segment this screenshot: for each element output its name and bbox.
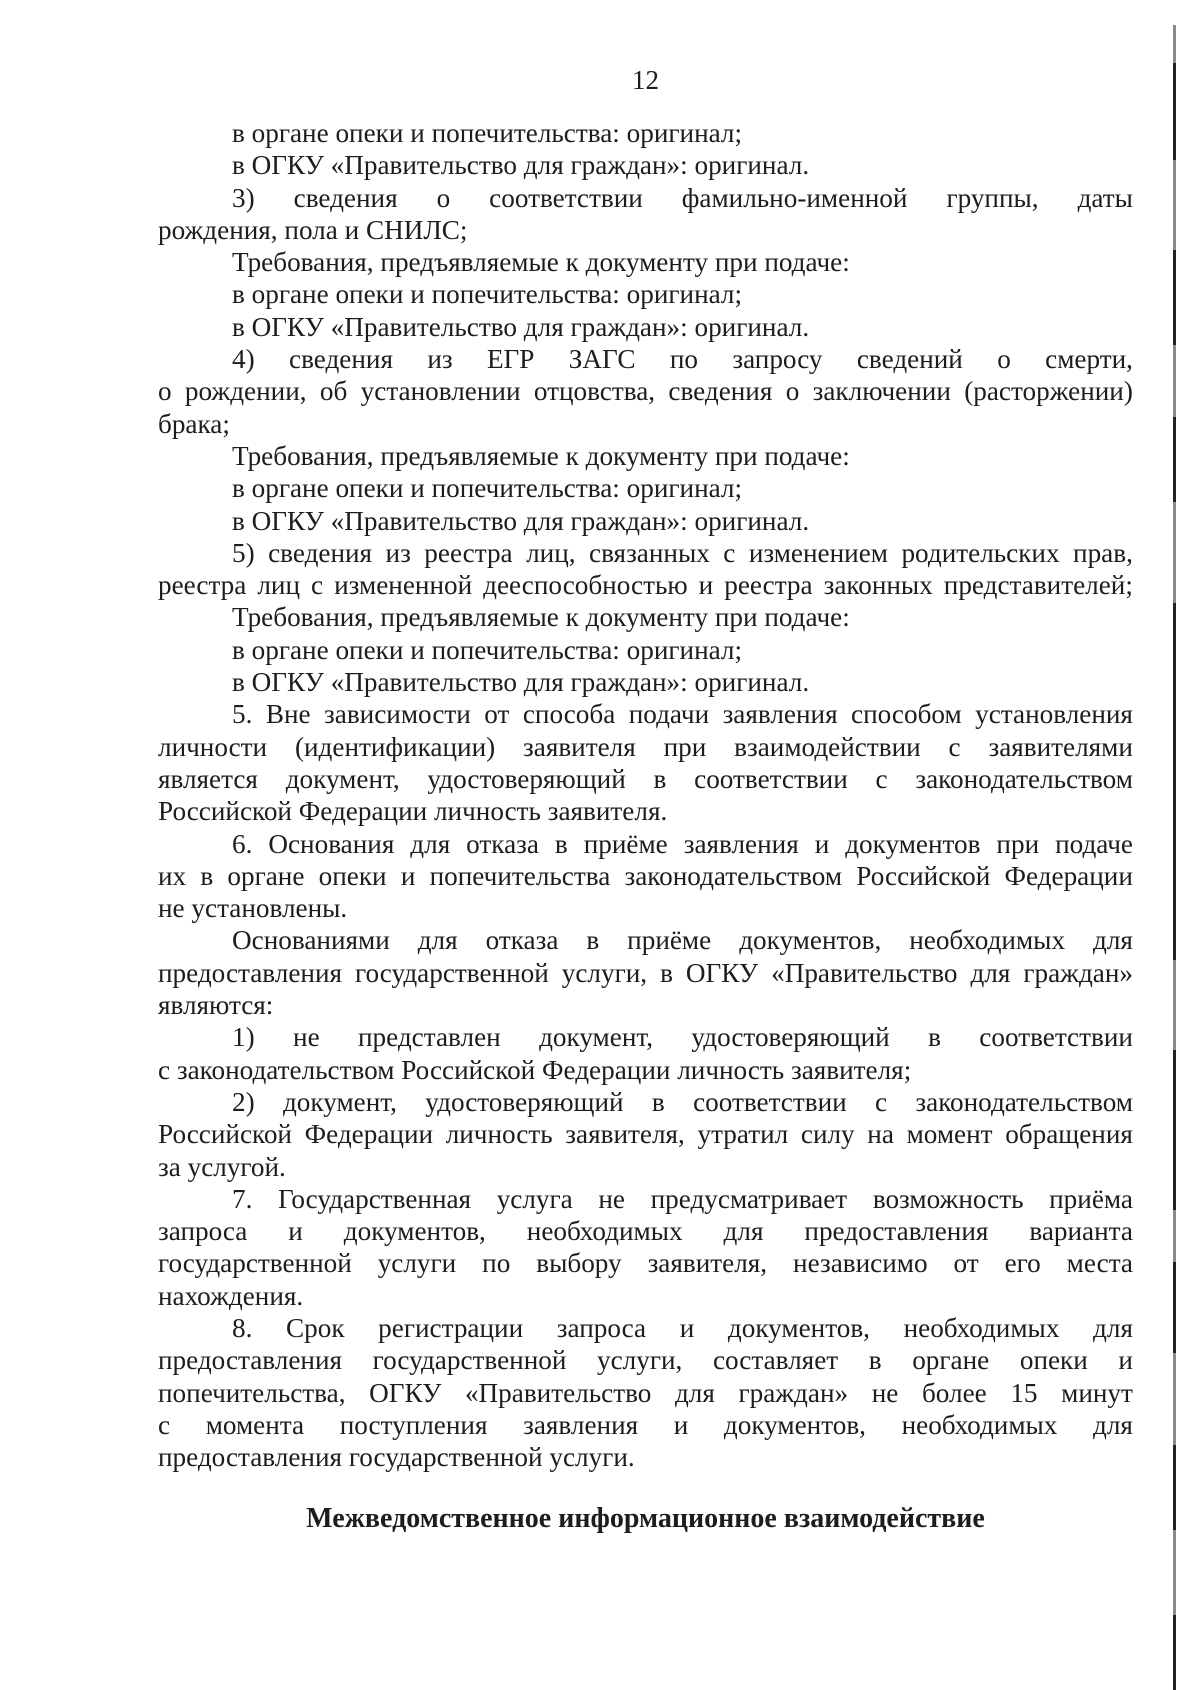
scan-artifact-segment [1173,417,1176,502]
scan-artifact-segment [1173,1615,1176,1690]
text-line: не установлены. [158,893,348,924]
text-line: предоставления государственной услуги. [158,1442,635,1473]
text-line: реестра лиц с измененной дееспособностью и реестра законных представителей; [158,570,1133,601]
text-line: 2) документ, удостоверяющий в соответствии с законодательством [232,1086,1133,1117]
text-line: в ОГКУ «Правительство для граждан»: оригинал. [232,311,810,342]
scan-artifact-segment [1173,345,1176,417]
text-line: предоставления государственной услуги, составляет в органе опеки и [158,1345,1133,1376]
scan-artifact-segment [1173,25,1176,63]
scan-artifact-segment [1173,1262,1176,1353]
text-line: 3) сведения о соответствии фамильно-именной группы, даты [232,182,1133,213]
scan-artifact-segment [1173,63,1176,160]
text-line: 8. Срок регистрации запроса и документов, необходимых для [232,1312,1133,1343]
text-line: в ОГКУ «Правительство для граждан»: оригинал. [232,667,810,698]
text-line: рождения, пола и СНИЛС; [158,214,468,245]
text-line: в органе опеки и попечительства: оригинал; [232,473,743,504]
text-line: в органе опеки и попечительства: оригинал; [232,279,743,310]
text-line: государственной услуги по выбору заявителя, независимо от его места [158,1248,1133,1279]
text-line: 6. Основания для отказа в приёме заявления и документов при подаче [232,828,1133,859]
section-heading: Межведомственное информационное взаимодействие [306,1503,985,1534]
scan-artifact-segment [1173,1445,1176,1530]
text-line: предоставления государственной услуги, в ОГКУ «Правительство для граждан» [158,957,1133,988]
text-line: в органе опеки и попечительства: оригинал; [232,118,743,148]
text-line: в органе опеки и попечительства: оригинал; [232,634,743,665]
text-line: личности (идентификации) заявителя при взаимодействии с заявителями [158,731,1133,762]
text-line: в ОГКУ «Правительство для граждан»: оригинал. [232,150,810,181]
text-line: с законодательством Российской Федерации личность заявителя; [158,1054,912,1085]
text-line: 4) сведения из ЕГР ЗАГС по запросу сведений о смерти, [232,344,1133,375]
text-line: 1) не представлен документ, удостоверяющий в соответствии [232,1022,1133,1053]
scan-artifact-segment [1173,603,1176,960]
text-line: является документ, удостоверяющий в соответствии с законодательством [158,763,1133,794]
page-number: 12 [632,65,659,95]
scan-artifact-segment [1173,1210,1176,1262]
text-line: Требования, предъявляемые к документу при подаче: [232,247,850,278]
text-line: попечительства, ОГКУ «Правительство для граждан» не более 15 минут [158,1377,1133,1408]
text-line: Российской Федерации личность заявителя, утратил силу на момент обращения [158,1119,1133,1150]
text-line: Основаниями для отказа в приёме документов, необходимых для [232,925,1133,956]
text-line: о рождении, об установлении отцовства, сведения о заключении (расторжении) [158,376,1133,407]
scan-artifact-segment [1173,960,1176,1050]
scan-artifact-segment [1173,1050,1176,1210]
text-line: Требования, предъявляемые к документу при подаче: [232,440,850,471]
text-line: 5. Вне зависимости от способа подачи заявления способом установления [232,699,1133,730]
scan-artifact-segment [1173,160,1176,250]
text-line: запроса и документов, необходимых для предоставления варианта [158,1216,1133,1247]
text-line: за услугой. [158,1151,286,1182]
text-line: 5) сведения из реестра лиц, связанных с изменением родительских прав, [232,537,1133,568]
text-line: нахождения. [158,1280,304,1311]
document-body [158,117,1133,1473]
scan-artifact-segment [1173,502,1176,603]
text-line: Российской Федерации личность заявителя. [158,796,668,827]
text-line: 7. Государственная услуга не предусматривает возможность приёма [232,1183,1133,1214]
scan-artifact-segment [1173,1530,1176,1615]
text-line: Требования, предъявляемые к документу при подаче: [232,602,850,633]
text-line: в ОГКУ «Правительство для граждан»: оригинал. [232,505,810,536]
text-line: их в органе опеки и попечительства законодательством Российской Федерации [158,860,1133,891]
scan-artifact-segment [1173,1353,1176,1445]
scan-artifact-segment [1173,250,1176,345]
text-line: брака; [158,408,230,439]
text-line: с момента поступления заявления и документов, необходимых для [158,1409,1133,1440]
text-line: являются: [158,990,274,1021]
